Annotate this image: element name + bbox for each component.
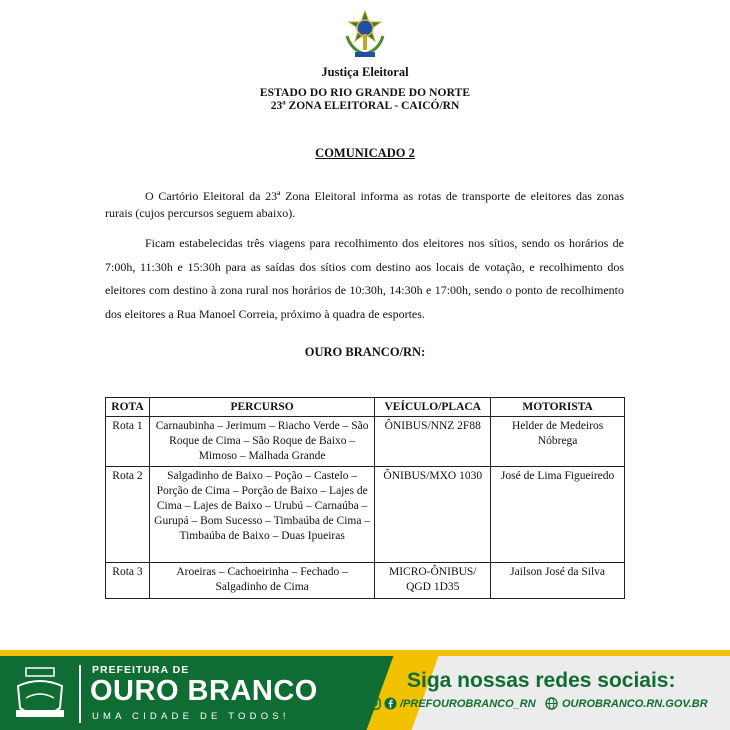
table-cell: Salgadinho de Baixo – Poção – Castelo – Porção de Cima – Porção de Baixo – Lajes de Cima – Lajes de Baixo – Urubú – Carnaúba – Gurupá – Bom Sucesso – Timbaúba de Cima – Timbaúba de Baixo – Duas Ipueiras (149, 467, 374, 563)
table-cell: Carnaubinha – Jerimum – Riacho Verde – São Roque de Cima – São Roque de Baixo – Mimoso – Malhada Grande (149, 417, 374, 467)
table-cell: Rota 3 (106, 563, 150, 599)
table-cell: Rota 2 (106, 467, 150, 563)
website-url: OUROBRANCO.RN.GOV.BR (562, 697, 708, 710)
table-cell: MICRO-ÔNIBUS/ QGD 1D35 (375, 563, 491, 599)
table-cell: Helder de Medeiros Nóbrega (491, 417, 625, 467)
footer-banner (0, 650, 730, 730)
social-handle: /PREFOUROBRANCO_RN (400, 697, 536, 710)
paragraph-schedule: Ficam estabelecidas três viagens para recolhimento dos eleitores nos sítios, sendo os horários de 7:00h, 11:30h e 15:30h para as saídas dos sítios com destino aos locais de votação, e recolhimento dos eleitores com destino à zona rural nos horários de 10:30h, 14:30h e 17:00h, sendo o ponto de recolhimento dos eleitores a Rua Manoel Correia, próximo à quadra de esportes. (105, 236, 624, 321)
brazil-coat-of-arms-icon (343, 10, 387, 60)
table-cell: José de Lima Figueiredo (491, 467, 625, 563)
footer-divider (79, 665, 81, 723)
routes-table (105, 397, 625, 599)
city-seal-icon (12, 664, 68, 724)
column-header: MOTORISTA (491, 398, 625, 417)
facebook-icon (384, 697, 397, 710)
table-row (106, 417, 625, 467)
globe-icon (545, 697, 558, 710)
footer-slogan: UMA CIDADE DE TODOS! (92, 711, 290, 722)
footer-city-name: OURO BRANCO (90, 675, 318, 707)
column-header: PERCURSO (149, 398, 374, 417)
header-zona: 23ª ZONA ELEITORAL - CAICÓ/RN (270, 100, 460, 112)
document-title: COMUNICADO 2 (315, 146, 415, 160)
instagram-icon (368, 697, 381, 710)
table-cell: Jailson José da Silva (491, 563, 625, 599)
table-header-row (106, 398, 625, 417)
table-cell: Aroeiras – Cachoeirinha – Fechado – Salgadinho de Cima (149, 563, 374, 599)
table-row (106, 467, 625, 563)
column-header: ROTA (106, 398, 150, 417)
footer-website-link[interactable] (545, 697, 708, 710)
header-estado: ESTADO DO RIO GRANDE DO NORTE (259, 87, 471, 99)
footer-social-link[interactable] (368, 697, 536, 710)
column-header: VEÍCULO/PLACA (375, 398, 491, 417)
table-cell: ÔNIBUS/MXO 1030 (375, 467, 491, 563)
header-justica-eleitoral: Justiça Eleitoral (321, 65, 409, 79)
table-cell: Rota 1 (106, 417, 150, 467)
section-title: OURO BRANCO/RN: (304, 345, 426, 359)
footer-prefeitura-label: PREFEITURA DE (92, 664, 190, 676)
table-cell: ÔNIBUS/NNZ 2F88 (375, 417, 491, 467)
footer-follow-text: Siga nossas redes sociais: (407, 669, 676, 692)
table-row (106, 563, 625, 599)
paragraph-intro: O Cartório Eleitoral da 23ª Zona Eleitoral informa as rotas de transporte de eleitores das zonas rurais (cujos percursos seguem abaixo). (105, 189, 624, 220)
